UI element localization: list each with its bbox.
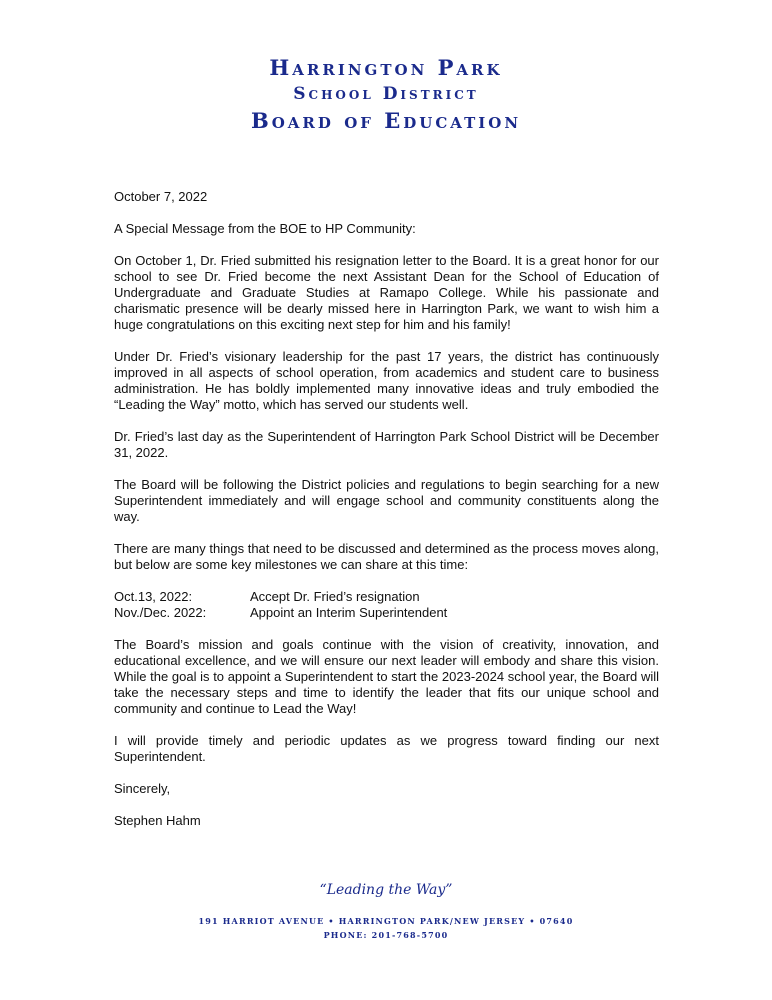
milestone-row [114, 589, 659, 605]
paragraph-leadership: Under Dr. Fried’s visionary leadership for the past 17 years, the district has continuously improved in all aspects of school operation, from academics and student care to business administration. He has boldly implemented many innovative ideas and truly embodied the “Leading the Way” motto, which has served our students well. [114, 349, 659, 412]
paragraph-mission: The Board’s mission and goals continue with the vision of creativity, innovation, and educational excellence, and we will ensure our next leader will embody and share this vision. While the goal is to appoint a Superintendent to start the 2023-2024 school year, the Board will take the necessary steps and time to identify the leader that fits our unique school and community and continue to Lead the Way! [114, 637, 659, 716]
milestone-date: Oct.13, 2022: [114, 589, 193, 604]
letter-body [114, 189, 659, 845]
letter-date: October 7, 2022 [114, 189, 208, 204]
paragraph-last-day: Dr. Fried’s last day as the Superintendent of Harrington Park School District will be December 31, 2022. [114, 429, 659, 460]
paragraph-search: The Board will be following the District policies and regulations to begin searching for a new Superintendent immediately and will engage school and community constituents along the way. [114, 477, 659, 524]
signature-name: Stephen Hahm [114, 813, 201, 828]
letterhead-school-district: School District [293, 84, 479, 104]
milestone-event: Accept Dr. Fried’s resignation [250, 589, 420, 604]
letter-footer [0, 880, 772, 942]
milestone-date: Nov./Dec. 2022: [114, 605, 207, 620]
footer-phone: PHONE: 201-768-5700 [323, 930, 449, 940]
footer-motto: “Leading the Way” [319, 882, 453, 898]
milestone-row [114, 605, 659, 621]
paragraph-milestones-intro: There are many things that need to be discussed and determined as the process moves along, but below are some key milestones we can share at this time: [114, 541, 659, 572]
paragraph-updates: I will provide timely and periodic updates as we progress toward finding our next Superintendent. [114, 733, 659, 764]
letter-signoff: Sincerely, [114, 781, 171, 796]
milestones-list [114, 589, 659, 621]
milestone-event: Appoint an Interim Superintendent [250, 605, 448, 620]
letterhead-district-name: Harrington Park [269, 55, 503, 80]
footer-address: 191 HARRIOT AVENUE • HARRINGTON PARK/NEW JERSEY • 07640 [198, 916, 574, 926]
letterhead-board-of-education: Board of Education [250, 108, 522, 133]
paragraph-resignation: On October 1, Dr. Fried submitted his resignation letter to the Board. It is a great honor for our school to see Dr. Fried become the next Assistant Dean for the School of Education of Undergraduate and Graduate Studies at Ramapo College. While his passionate and charismatic presence will be dearly missed here in Harrington Park, we want to wish him a huge congratulations on this exciting next step for him and his family! [114, 253, 659, 332]
letterhead [0, 54, 772, 136]
letter-salutation: A Special Message from the BOE to HP Community: [114, 221, 416, 236]
